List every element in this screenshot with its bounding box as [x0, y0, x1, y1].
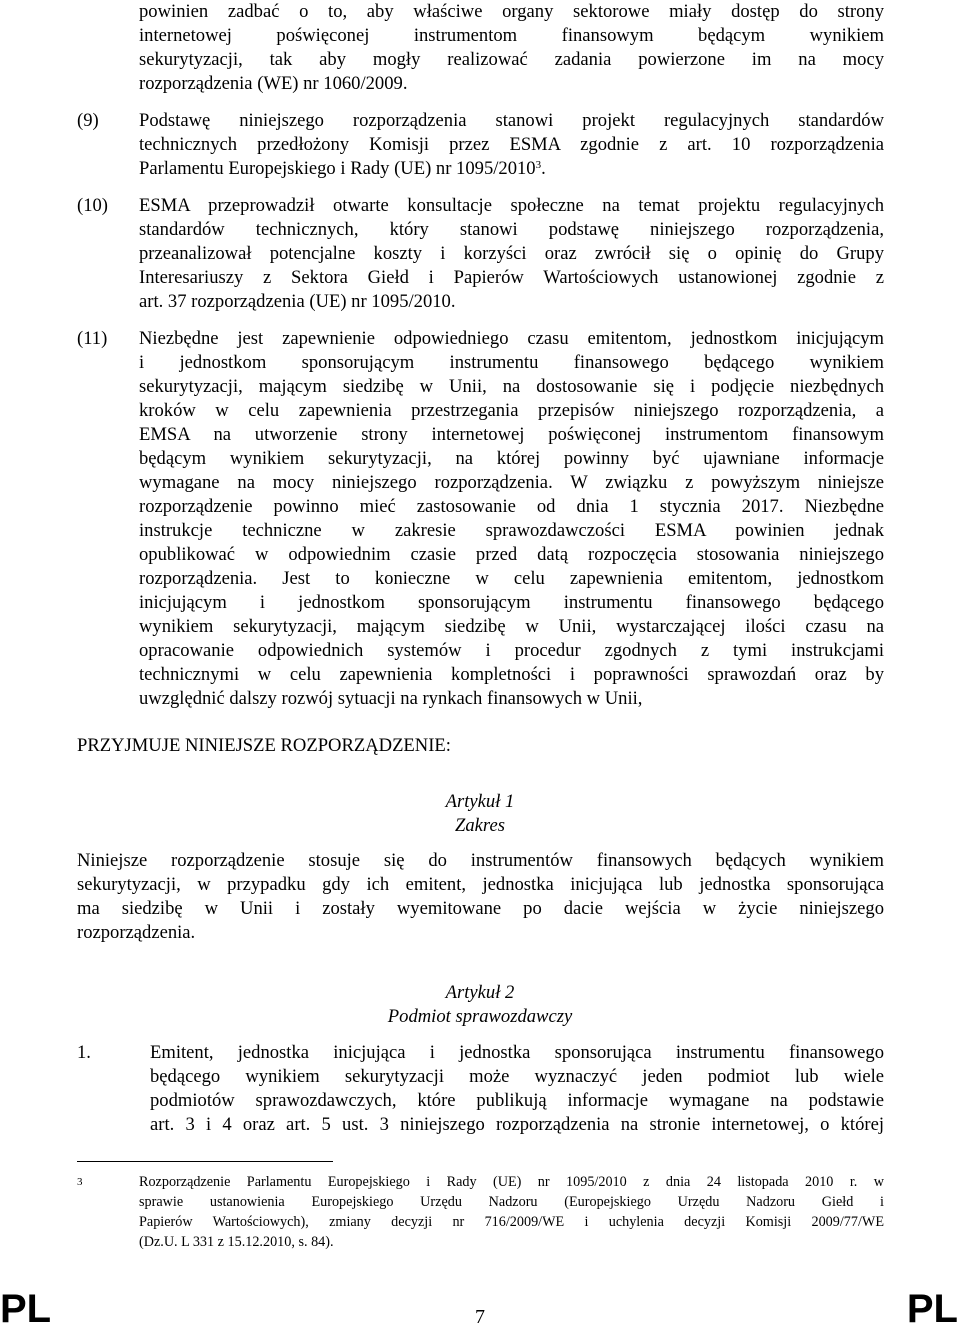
text-line: rozporządzenie powinno mieć zastosowanie od dnia 1 stycznia 2017. Niezbędne — [139, 496, 884, 517]
text-line: art. 37 rozporządzenia (UE) nr 1095/2010. — [139, 291, 456, 312]
article-heading: Artykuł 2 — [445, 982, 515, 1003]
recital-number: (9) — [77, 110, 99, 131]
footnote-line: Papierów Wartościowych), zmiany decyzji nr 716/2009/WE i uchylenia decyzji Komisji 2009/77/WE — [139, 1214, 884, 1230]
page-number: 7 — [475, 1306, 485, 1328]
text-line: będącym wynikiem sekurytyzacji, na której powinny być ujawniane informacje — [139, 448, 884, 469]
sentence-end: . — [541, 158, 546, 179]
footnote-line: Rozporządzenie Parlamentu Europejskiego i Rady (UE) nr 1095/2010 z dnia 24 listopada 2010 r. w — [139, 1174, 884, 1190]
text-line: EMSA na utworzenie strony internetowej poświęconej instrumentom finansowym — [139, 424, 884, 445]
text-line: standardów technicznych, który stanowi podstawę niniejszego rozporządzenia, — [139, 219, 884, 240]
footnote-line: sprawie ustanowienia Europejskiego Urzędu Nadzoru (Europejskiego Urzędu Nadzoru Giełd i — [139, 1194, 884, 1210]
footnote-reference[interactable]: 3 — [535, 159, 542, 171]
language-code-left: PL — [0, 1287, 52, 1331]
text-line: Parlamentu Europejskiego i Rady (UE) nr 1095/2010 — [139, 158, 536, 179]
footnote-separator — [77, 1161, 333, 1162]
text-line: będącego wynikiem sekurytyzacji może wyznaczyć jeden podmiot lub wiele — [150, 1066, 884, 1087]
article-title: Podmiot sprawozdawczy — [387, 1006, 573, 1027]
recital-number: (10) — [77, 195, 108, 216]
enacting-formula: PRZYJMUJE NINIEJSZE ROZPORZĄDZENIE: — [77, 735, 451, 756]
text-line: ma siedzibę w Unii i zostały wyemitowane po dacie wejścia w życie niniejszego — [77, 898, 884, 919]
text-line: i jednostkom sponsorującym instrumentu finansowego będącego wynikiem — [139, 352, 884, 373]
article-title: Zakres — [455, 815, 505, 836]
footnote-line: (Dz.U. L 331 z 15.12.2010, s. 84). — [139, 1234, 334, 1250]
text-line: opublikować w odpowiednim czasie przed datą rozpoczęcia stosowania niniejszego — [139, 544, 884, 565]
text-line: sekurytyzacji, tak aby mogły realizować zadania powierzone im na mocy — [139, 49, 884, 70]
text-line: wynikiem sekurytyzacji, mającym siedzibę w Unii, wystarczającej ilości czasu na — [139, 616, 884, 637]
paragraph-number: 1. — [77, 1042, 91, 1063]
text-line: wymagane na mocy niniejszego rozporządzenia. W związku z powyższym niniejsze — [139, 472, 884, 493]
text-line: powinien zadbać o to, aby właściwe organy sektorowe miały dostęp do strony — [139, 1, 884, 22]
text-line-with-footnote — [139, 157, 546, 181]
text-line: technicznymi w celu zapewnienia kompletności i poprawności sprawozdań oraz by — [139, 664, 884, 685]
text-line: technicznych przedłożony Komisji przez ESMA zgodnie z art. 10 rozporządzenia — [139, 134, 884, 155]
recital-number: (11) — [77, 328, 108, 349]
language-code-right: PL — [906, 1287, 958, 1331]
text-line: Podstawę niniejszego rozporządzenia stanowi projekt regulacyjnych standardów — [139, 110, 884, 131]
text-line: rozporządzenia (WE) nr 1060/2009. — [139, 73, 408, 94]
text-line: uwzględnić dalszy rozwój sytuacji na rynkach finansowych w Unii, — [139, 688, 643, 709]
article-heading: Artykuł 1 — [445, 791, 515, 812]
text-line: internetowej poświęconej instrumentom finansowym będącym wynikiem — [139, 25, 884, 46]
text-line: art. 3 i 4 oraz art. 5 ust. 3 niniejszego rozporządzenia na stronie internetowej, o której — [150, 1114, 884, 1135]
text-line: opracowanie odpowiednich systemów i procedur zgodnych z tymi instrukcjami — [139, 640, 884, 661]
text-line: sekurytyzacji, mającym siedzibę w Unii, na dostosowanie się i podjęcie niezbędnych — [139, 376, 884, 397]
text-line: podmiotów sprawozdawczych, które publikują informacje wymagane na podstawie — [150, 1090, 884, 1111]
text-line: sekurytyzacji, w przypadku gdy ich emitent, jednostka inicjująca lub jednostka sponsorująca — [77, 874, 884, 895]
text-line: instrukcje techniczne w zakresie sprawozdawczości ESMA powinien jednak — [139, 520, 884, 541]
text-line: przeanalizował potencjalne koszty i korzyści oraz zwrócił się o opinię do Grupy — [139, 243, 884, 264]
text-line: rozporządzenia. — [77, 922, 196, 943]
text-line: kroków w celu zapewnienia przestrzegania przepisów niniejszego rozporządzenia, a — [139, 400, 884, 421]
text-line: Emitent, jednostka inicjująca i jednostka sponsorująca instrumentu finansowego — [150, 1042, 884, 1063]
footnote-number: 3 — [77, 1176, 83, 1188]
text-line: Niniejsze rozporządzenie stosuje się do instrumentów finansowych będących wynikiem — [77, 850, 884, 871]
text-line: Niezbędne jest zapewnienie odpowiedniego czasu emitentom, jednostkom inicjującym — [139, 328, 884, 349]
text-line: inicjującym i jednostkom sponsorującym instrumentu finansowego będącego — [139, 592, 884, 613]
text-line: rozporządzenia. Jest to konieczne w celu zapewnienia emitentom, jednostkom — [139, 568, 884, 589]
text-line: ESMA przeprowadził otwarte konsultacje społeczne na temat projektu regulacyjnych — [139, 195, 884, 216]
text-line: Interesariuszy z Sektora Giełd i Papierów Wartościowych ustanowionej zgodnie z — [139, 267, 884, 288]
